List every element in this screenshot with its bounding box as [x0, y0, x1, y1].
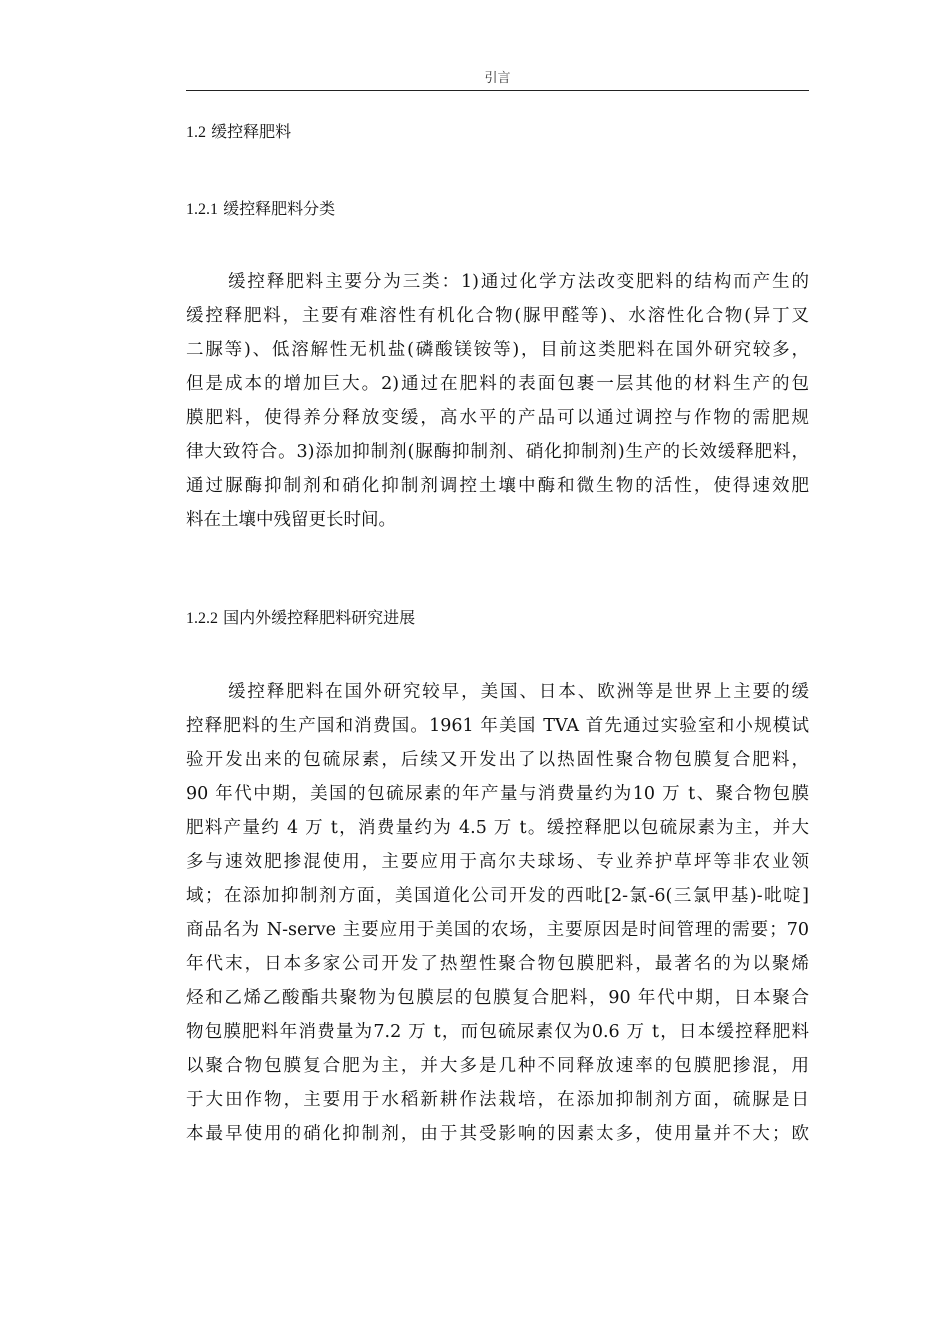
text-line: 料在土壤中残留更长时间。: [186, 510, 396, 530]
text-line: 缓控释肥料主要分为三类：1)通过化学方法改变肥料的结构而产生的: [228, 272, 809, 292]
text-line: 缓控释肥料在国外研究较早，美国、日本、欧洲等是世界上主要的缓: [228, 682, 809, 702]
text-line: 验开发出来的包硫尿素，后续又开发出了以热固性聚合物包膜复合肥料，: [186, 750, 809, 770]
text-line: 年代末，日本多家公司开发了热塑性聚合物包膜肥料，最著名的为以聚烯: [186, 954, 809, 974]
section-title: 缓控释肥料分类: [223, 199, 336, 218]
text-line: 本最早使用的硝化抑制剂，由于其受影响的因素太多，使用量并不大；欧: [186, 1124, 809, 1144]
text-line: 90 年代中期，美国的包硫尿素的年产量与消费量约为10 万 t、聚合物包膜: [186, 784, 809, 804]
header-title: 引言: [484, 71, 511, 86]
section-heading-1-2: [186, 122, 291, 143]
text-line: 但是成本的增加巨大。2)通过在肥料的表面包裹一层其他的材料生产的包: [186, 374, 809, 394]
text-line: 缓控释肥料，主要有难溶性有机化合物(脲甲醛等)、水溶性化合物(异丁叉: [186, 306, 809, 326]
text-line: 域；在添加抑制剂方面，美国道化公司开发的西吡[2-氯-6(三氯甲基)-吡啶]: [186, 886, 809, 906]
section-number: 1.2: [186, 124, 206, 141]
text-line: 商品名为 N-serve 主要应用于美国的农场，主要原因是时间管理的需要；70: [186, 920, 809, 940]
section-number: 1.2.2: [186, 610, 218, 627]
paragraph-research-progress: [186, 675, 809, 1151]
text-line: 律大致符合。3)添加抑制剂(脲酶抑制剂、硝化抑制剂)生产的长效缓释肥料，: [186, 442, 809, 462]
text-line: 以聚合物包膜复合肥为主，并大多是几种不同释放速率的包膜肥掺混，用: [186, 1056, 809, 1076]
text-line: 通过脲酶抑制剂和硝化抑制剂调控土壤中酶和微生物的活性，使得速效肥: [186, 476, 809, 496]
paragraph-classification: [186, 265, 809, 537]
section-number: 1.2.1: [186, 201, 218, 218]
text-line: 于大田作物，主要用于水稻新耕作法栽培，在添加抑制剂方面，硫脲是日: [186, 1090, 809, 1110]
page-header: [186, 70, 809, 91]
text-line: 多与速效肥掺混使用，主要应用于高尔夫球场、专业养护草坪等非农业领: [186, 852, 809, 872]
text-line: 控释肥料的生产国和消费国。1961 年美国 TVA 首先通过实验室和小规模试: [186, 716, 809, 736]
text-line: 物包膜肥料年消费量为7.2 万 t，而包硫尿素仅为0.6 万 t，日本缓控释肥料: [186, 1022, 809, 1042]
text-line: 膜肥料，使得养分释放变缓，高水平的产品可以通过调控与作物的需肥规: [186, 408, 809, 428]
text-line: 肥料产量约 4 万 t，消费量约为 4.5 万 t。缓控释肥以包硫尿素为主，并大: [186, 818, 809, 838]
section-title: 国内外缓控释肥料研究进展: [223, 608, 416, 627]
section-heading-1-2-1: [186, 199, 335, 220]
text-line: 二脲等)、低溶解性无机盐(磷酸镁铵等)，目前这类肥料在国外研究较多，: [186, 340, 809, 360]
text-line: 烃和乙烯乙酸酯共聚物为包膜层的包膜复合肥料，90 年代中期，日本聚合: [186, 988, 809, 1008]
section-heading-1-2-2: [186, 608, 415, 629]
section-title: 缓控释肥料: [211, 122, 292, 141]
